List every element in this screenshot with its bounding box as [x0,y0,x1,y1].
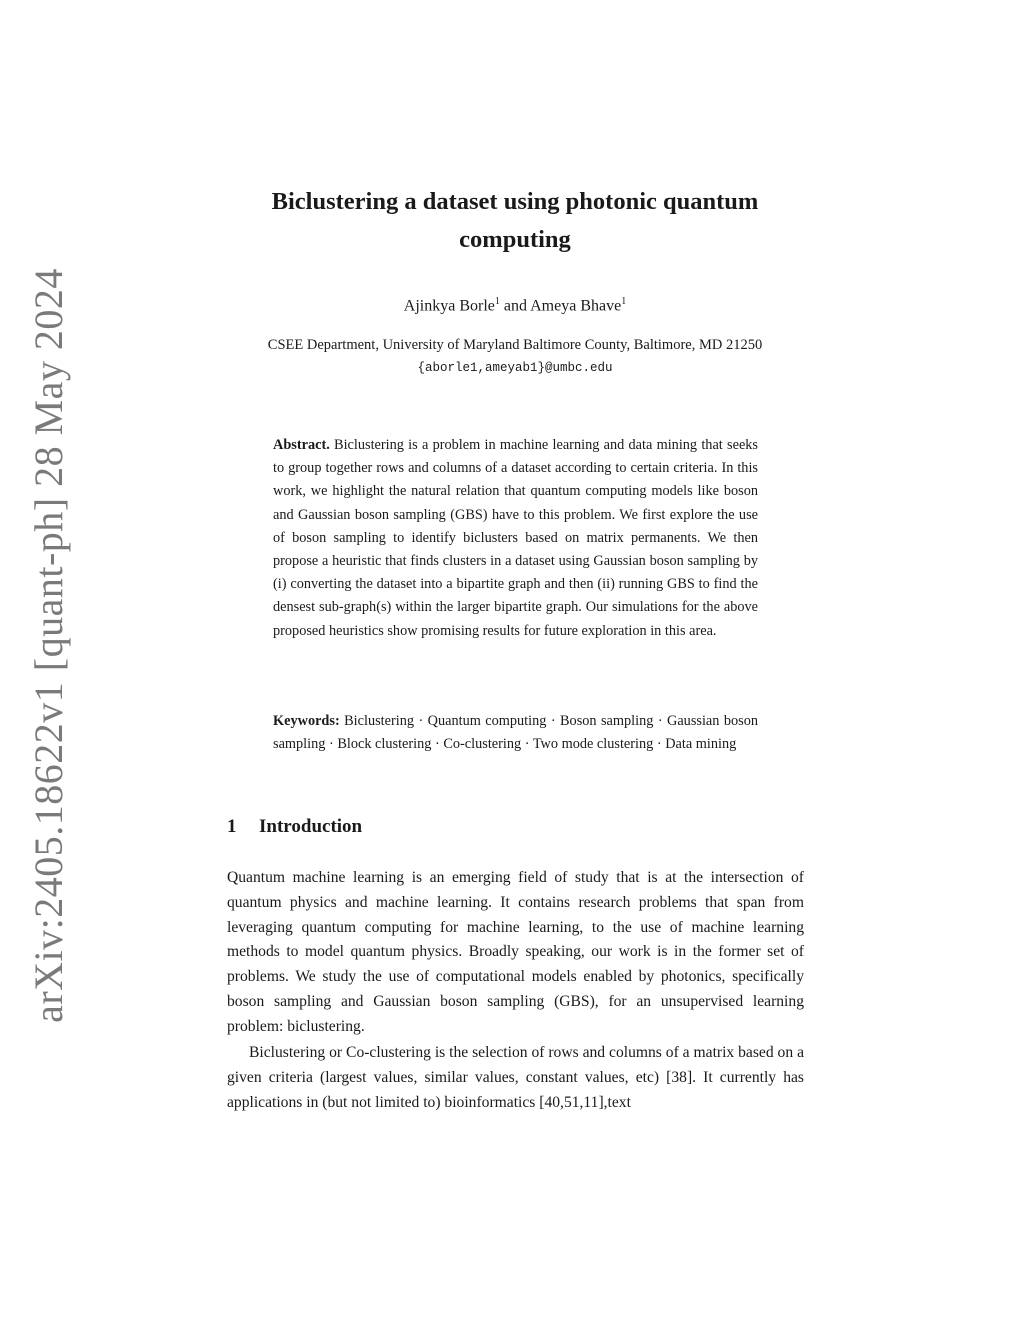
abstract-label: Abstract. [273,437,330,453]
author-email: {aborle1,ameyab1}@umbc.edu [417,361,613,375]
paper-title: Biclustering a dataset using photonic quantum computing [271,188,759,253]
body-paragraph: Quantum machine learning is an emerging field of study that is at the intersection of quantum physics and machine learning. It contains research problems that span from leveraging quantum computing for machine learning, to the use of machine learning methods to model quantum physics. Broadly speaking, our work is in the former set of problems. We study the use of computational models enabled by photonics, specifically boson sampling and Gaussian boson sampling (GBS), for an unsupervised learning problem: biclustering. [227,869,804,1035]
author-affiliation-mark: 1 [621,296,627,307]
section-title: Introduction [259,816,363,837]
author-name: Ameya Bhave [530,297,622,315]
body-paragraph: Biclustering or Co-clustering is the selection of rows and columns of a matrix based on a given criteria (largest values, similar values, constant values, etc) [38]. It currently has applications in (but not limited to) bioinformatics [40,51,11],text [227,1044,804,1111]
arxiv-identifier-sidebar [18,267,78,1023]
author-affiliation-mark: 1 [494,296,500,307]
keywords-text: Biclustering · Quantum computing · Boson sampling · Gaussian boson sampling · Block clustering · Co-clustering · Two mode clustering · Data mining [273,713,758,753]
abstract-text: Biclustering is a problem in machine learning and data mining that seeks to group together rows and columns of a dataset according to certain criteria. In this work, we highlight the natural relation that quantum computing models like boson and Gaussian boson sampling (GBS) have to this problem. We first explore the use of boson sampling to identify biclusters based on matrix permanents. We then propose a heuristic that finds clusters in a dataset using Gaussian boson sampling by (i) converting the dataset into a bipartite graph and then (ii) running GBS to find the densest sub-graph(s) within the larger bipartite graph. Our simulations for the above proposed heuristics show promising results for future exploration in this area. [273,437,758,639]
keywords [273,710,758,756]
author-separator: and [499,297,531,315]
author-name: Ajinkya Borle [403,297,495,315]
author-affiliation: CSEE Department, University of Maryland Baltimore County, Baltimore, MD 21250 [267,337,763,353]
keywords-label: Keywords: [273,713,340,729]
section-number: 1 [227,816,237,837]
abstract [273,434,758,643]
arxiv-identifier: arXiv:2405.18622v1 [quant-ph] 28 May 2024 [25,267,71,1023]
section-heading [227,816,362,838]
author-list [220,296,810,315]
